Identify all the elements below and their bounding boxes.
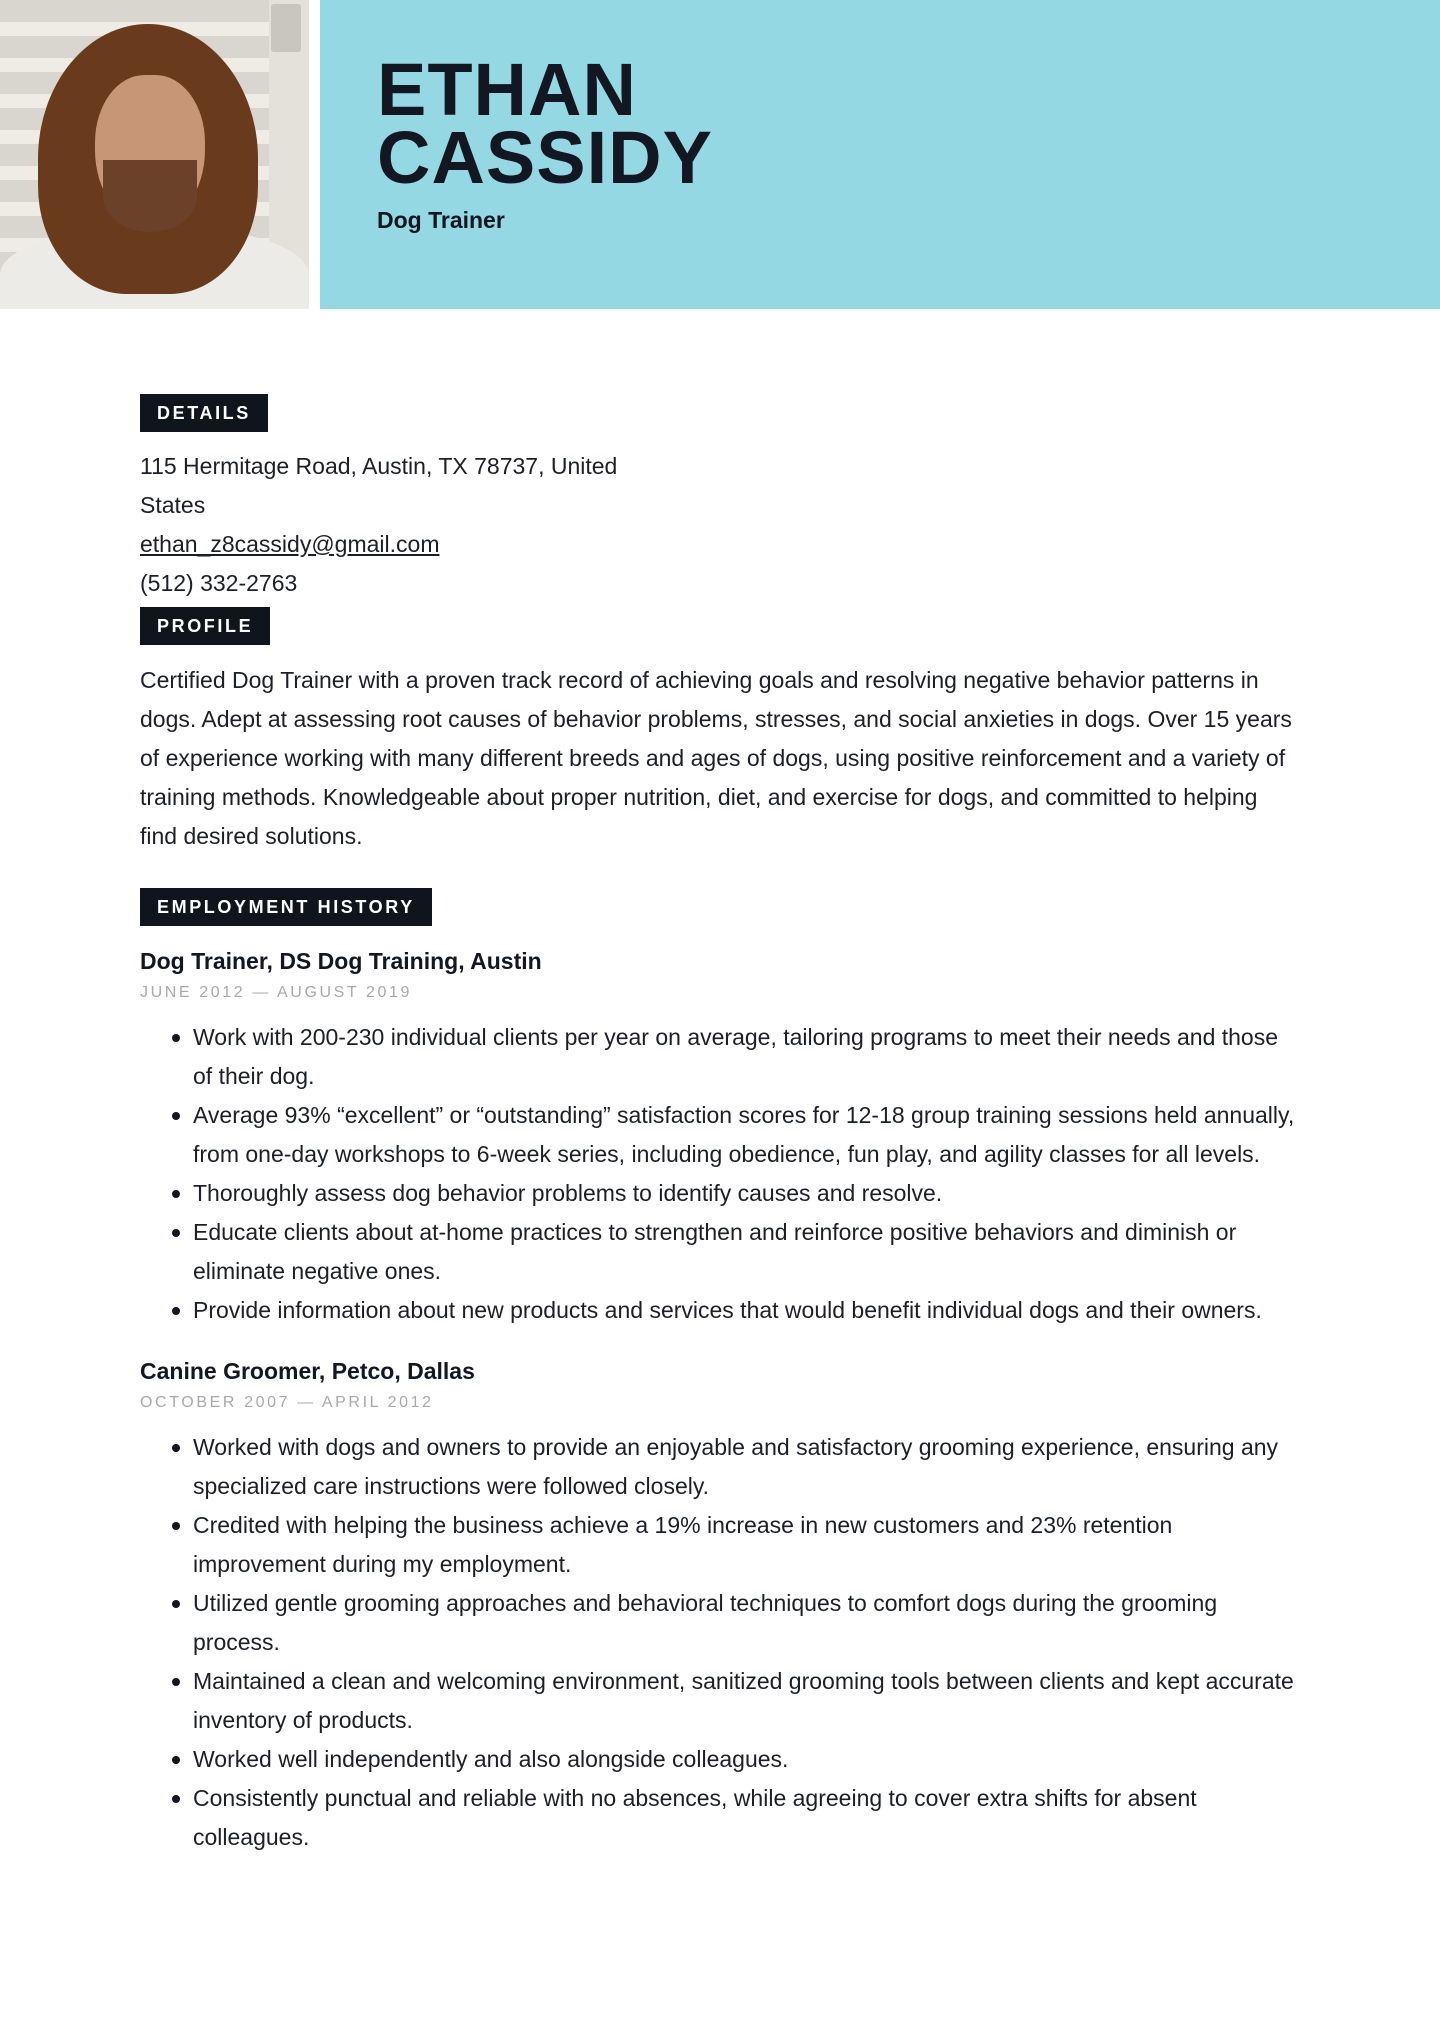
email-link[interactable]: ethan_z8cassidy@gmail.com <box>140 531 440 557</box>
bullet-item <box>140 1018 1300 1096</box>
bullet-item <box>140 1740 1300 1779</box>
job-dates: JUNE 2012 — AUGUST 2019 <box>140 984 413 1001</box>
bullet-text: Worked with dogs and owners to provide an enjoyable and satisfactory grooming experience, ensuring any specialized care instructions were followed closely. <box>193 1434 1279 1499</box>
email-row <box>140 525 1300 564</box>
job-entry <box>140 1356 1300 1857</box>
candidate-job-title: Dog Trainer <box>377 207 505 233</box>
bullet-text: Thoroughly assess dog behavior problems to identify causes and resolve. <box>193 1180 943 1206</box>
profile-summary: Certified Dog Trainer with a proven track record of achieving goals and resolving negative behavior patterns in dogs. Adept at assessing root causes of behavior problems, stresses, and social anxieties in dogs. Over 15 years of experience working with many different breeds and ages of dogs, using positive reinforcement and a variety of training methods. Knowledgeable about proper nutrition, diet, and exercise for dogs, and committed to helping find desired solutions. <box>140 667 1292 849</box>
bullet-icon <box>172 1444 180 1452</box>
bullet-item <box>140 1506 1300 1584</box>
bullet-text: Average 93% “excellent” or “outstanding” satisfaction scores for 12-18 group training sessions held annually, from one-day workshops to 6-week series, including obedience, fun play, and agility classes for all levels. <box>193 1102 1295 1167</box>
job-title: Dog Trainer, DS Dog Training, Austin <box>140 948 542 974</box>
phone: (512) 332-2763 <box>140 570 298 596</box>
profile-section <box>140 607 1300 856</box>
bullet-item <box>140 1174 1300 1213</box>
job-bullets <box>140 1018 1300 1330</box>
name-last: CASSIDY <box>377 116 713 199</box>
employment-heading: EMPLOYMENT HISTORY <box>140 888 432 926</box>
bullet-item <box>140 1428 1300 1506</box>
job-entry <box>140 946 1300 1330</box>
address <box>140 447 1300 525</box>
bullet-text: Provide information about new products and services that would benefit individual dogs and their owners. <box>193 1297 1262 1323</box>
photo-beard <box>103 160 197 232</box>
bullet-icon <box>172 1522 180 1530</box>
bullet-icon <box>172 1678 180 1686</box>
bullet-item <box>140 1096 1300 1174</box>
bullet-text: Worked well independently and also alongside colleagues. <box>193 1746 789 1772</box>
address-line-1: 115 Hermitage Road, Austin, TX 78737, United <box>140 453 618 479</box>
bullet-icon <box>172 1034 180 1042</box>
bullet-icon <box>172 1795 180 1803</box>
bullet-icon <box>172 1190 180 1198</box>
bullet-text: Work with 200-230 individual clients per year on average, tailoring programs to meet their needs and those of their dog. <box>193 1024 1279 1089</box>
job-bullets <box>140 1428 1300 1857</box>
bullet-item <box>140 1291 1300 1330</box>
bullet-item <box>140 1213 1300 1291</box>
bullet-item <box>140 1584 1300 1662</box>
bullet-text: Maintained a clean and welcoming environment, sanitized grooming tools between clients and kept accurate inventory of products. <box>193 1668 1294 1733</box>
bullet-text: Credited with helping the business achieve a 19% increase in new customers and 23% retention improvement during my employment. <box>193 1512 1173 1577</box>
bullet-icon <box>172 1112 180 1120</box>
bullet-item <box>140 1662 1300 1740</box>
address-line-2: States <box>140 492 206 518</box>
bullet-text: Educate clients about at-home practices to strengthen and reinforce positive behaviors and diminish or eliminate negative ones. <box>193 1219 1237 1284</box>
profile-heading: PROFILE <box>140 607 270 645</box>
job-dates: OCTOBER 2007 — APRIL 2012 <box>140 1394 434 1411</box>
bullet-item <box>140 1779 1300 1857</box>
profile-photo <box>0 0 309 309</box>
bullet-text: Consistently punctual and reliable with no absences, while agreeing to cover extra shifts for absent colleagues. <box>193 1785 1197 1850</box>
bullet-icon <box>172 1600 180 1608</box>
details-section <box>140 394 1300 603</box>
details-heading: DETAILS <box>140 394 268 432</box>
bullet-icon <box>172 1307 180 1315</box>
name-first: ETHAN <box>377 48 637 131</box>
bullet-text: Utilized gentle grooming approaches and behavioral techniques to comfort dogs during the grooming process. <box>193 1590 1218 1655</box>
bullet-icon <box>172 1756 180 1764</box>
job-title: Canine Groomer, Petco, Dallas <box>140 1358 475 1384</box>
photo-background-box <box>271 4 301 52</box>
candidate-name <box>377 48 713 199</box>
employment-section <box>140 888 1300 1857</box>
bullet-icon <box>172 1229 180 1237</box>
